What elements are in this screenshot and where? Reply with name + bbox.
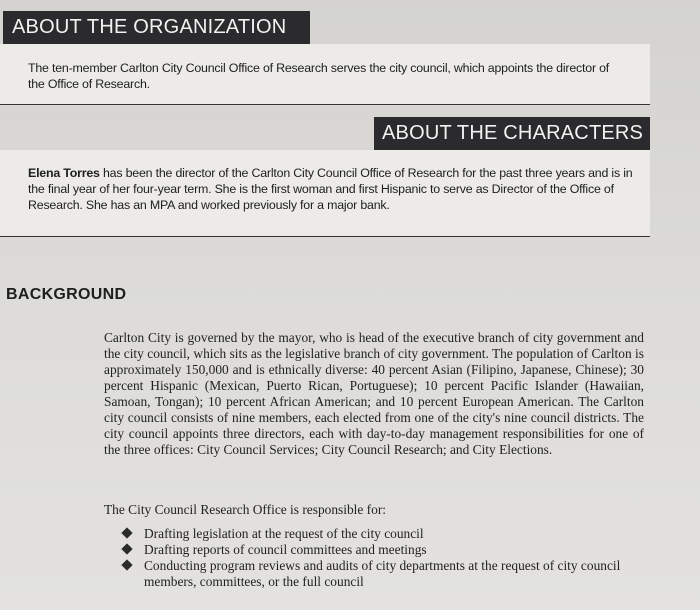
background-paragraph: Carlton City is governed by the mayor, who is head of the executive branch of city government and the city council, which sits as the legislative branch of city government. The population of Carlton is approximately 150,000 and is ethnically diverse: 40 percent Asian (Filipino, Japanese, Chinese); 30 percent Hispanic (Mexican, Puerto Rican, Portuguese); 10 percent Pacific Islander (Hawaiian, Samoan, Tongan); 10 percent African American; and 10 percent European American. The Carlton city council consists of nine members, each elected from one of the city's nine council districts. The city council appoints three directors, each with day-to-day management responsibilities for one of the three offices: City Council Services; City Council Research; and City Elections. xyxy=(104,330,644,457)
background-heading: BACKGROUND xyxy=(6,286,127,303)
characters-heading-bar xyxy=(374,117,650,150)
character-name: Elena Torres xyxy=(28,166,100,180)
character-description: has been the director of the Carlton City Council Office of Research for the past three years and is in the final year of her four-year term. She is the first woman and first Hispanic to serve as Director of the Office of Research. She has an MPA and worked previously for a major bank. xyxy=(28,166,633,212)
list-intro: The City Council Research Office is responsible for: xyxy=(104,502,387,517)
list-item: Drafting legislation at the request of the city council xyxy=(120,526,640,542)
organization-heading-bar xyxy=(3,11,310,44)
organization-heading: ABOUT THE ORGANIZATION xyxy=(12,16,287,38)
organization-text: The ten-member Carlton City Council Office of Research serves the city council, which appoints the director of the Office of Research. xyxy=(28,61,610,91)
diamond-bullet-icon xyxy=(121,527,132,538)
diamond-bullet-icon xyxy=(121,543,132,554)
characters-heading: ABOUT THE CHARACTERS xyxy=(382,122,644,144)
list-item: Drafting reports of council committees and meetings xyxy=(120,542,640,558)
list-item: Conducting program reviews and audits of city departments at the request of city council members, committees, or the full council xyxy=(120,558,640,590)
responsibilities-list xyxy=(120,526,640,590)
diamond-bullet-icon xyxy=(121,559,132,570)
characters-text xyxy=(28,165,638,213)
